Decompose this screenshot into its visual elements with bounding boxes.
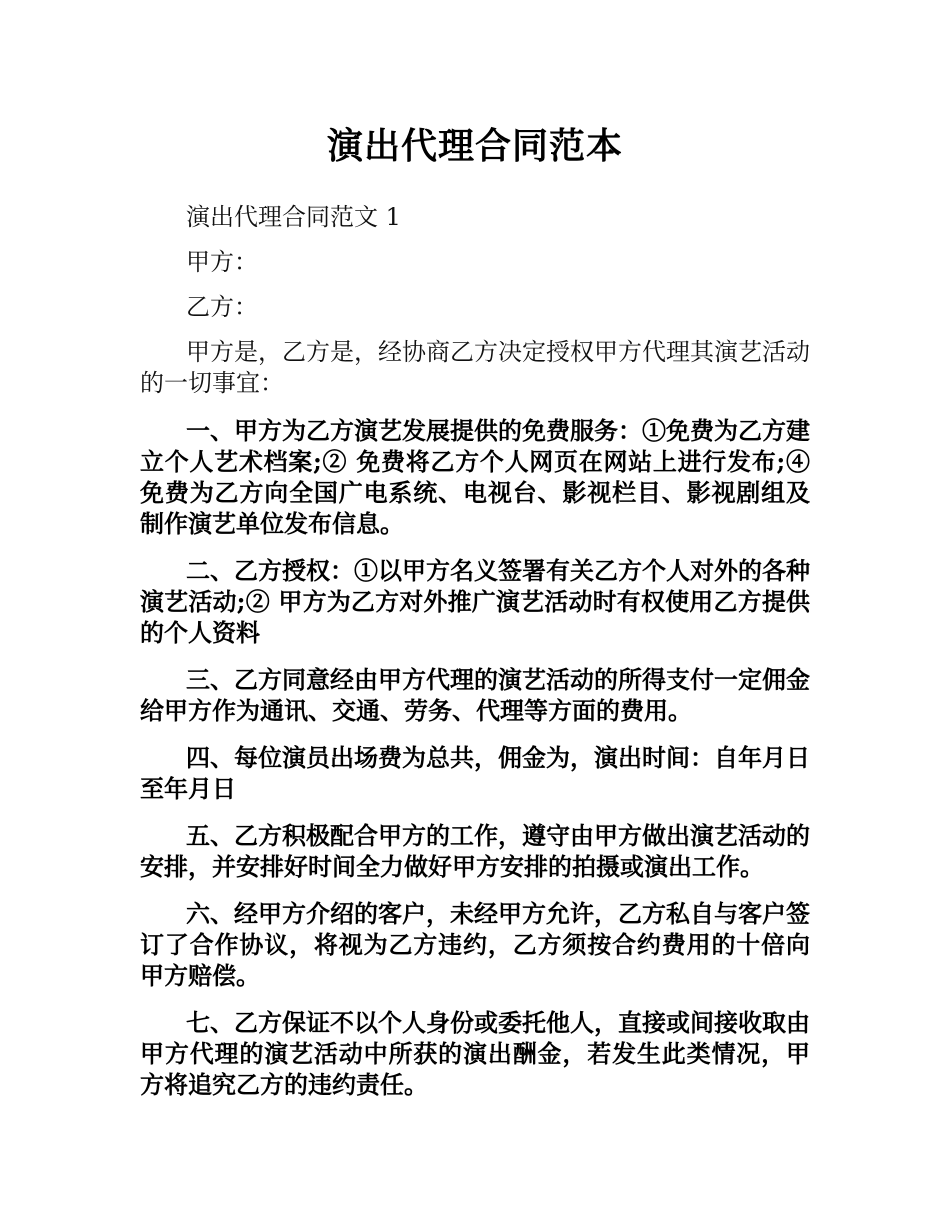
clause-4: 四、每位演员出场费为总共，佣金为，演出时间：自年月日至年月日: [140, 743, 810, 803]
party-a-line: 甲方：: [186, 248, 258, 276]
clause-1: 一、甲方为乙方演艺发展提供的免费服务：①免费为乙方建立个人艺术档案;② 免费将乙方个人网页在网站上进行发布;④ 免费为乙方向全国广电系统、电视台、影视栏目、影视剧组及制作演艺单位发布信息。: [140, 416, 810, 538]
party-b-line: 乙方：: [186, 293, 258, 321]
clause-3: 三、乙方同意经由甲方代理的演艺活动的所得支付一定佣金给甲方作为通讯、交通、劳务、代理等方面的费用。: [140, 665, 810, 725]
clause-2: 二、乙方授权：①以甲方名义签署有关乙方个人对外的各种演艺活动;② 甲方为乙方对外推广演艺活动时有权使用乙方提供的个人资料: [140, 556, 810, 647]
document-title: 演出代理合同范本: [326, 126, 623, 167]
clause-6: 六、经甲方介绍的客户，未经甲方允许，乙方私自与客户签订了合作协议，将视为乙方违约，乙方须按合约费用的十倍向甲方赔偿。: [140, 899, 810, 990]
document-subtitle: 演出代理合同范文 1: [186, 203, 401, 231]
clause-5: 五、乙方积极配合甲方的工作，遵守由甲方做出演艺活动的安排，并安排好时间全力做好甲方安排的拍摄或演出工作。: [140, 821, 810, 881]
intro-paragraph: 甲方是，乙方是，经协商乙方决定授权甲方代理其演艺活动的一切事宜：: [140, 338, 810, 397]
document-body: [140, 202, 810, 1116]
clause-7: 七、乙方保证不以个人身份或委托他人，直接或间接收取由甲方代理的演艺活动中所获的演出酬金，若发生此类情况，甲方将追究乙方的违约责任。: [140, 1008, 810, 1099]
